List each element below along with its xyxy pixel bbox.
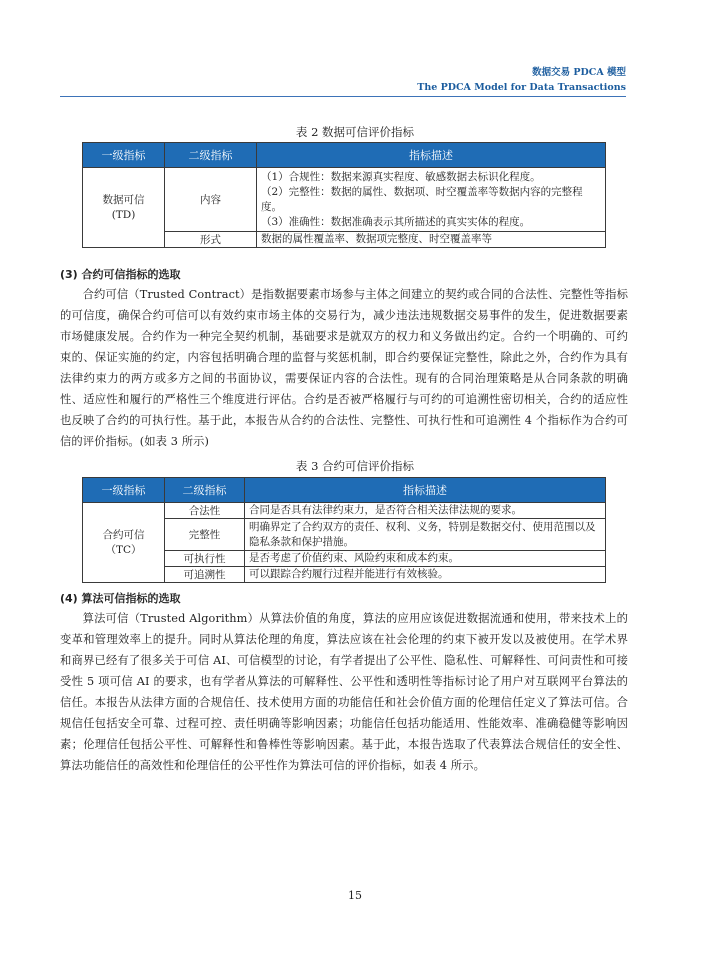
table2-header-level1: 一级指标 bbox=[83, 143, 165, 168]
table3-row-level2: 可执行性 bbox=[165, 551, 245, 567]
page-number: 15 bbox=[348, 889, 362, 902]
section3-title: (3) 合约可信指标的选取 bbox=[60, 268, 181, 281]
table2-header-desc: 指标描述 bbox=[257, 143, 606, 168]
table2-row-level2: 形式 bbox=[165, 232, 257, 248]
table2-desc-line: （2）完整性：数据的属性、数据项、时空覆盖率等数据内容的完整程度。 bbox=[261, 186, 583, 213]
table2-level1-code: (TD) bbox=[111, 208, 136, 221]
section3-paragraph: 合约可信（Trusted Contract）是指数据要素市场参与主体之间建立的契约或合同的合法性、完整性等指标的可信度，确保合约可信可以有效约束市场主体的交易行为，减少违法违规数据交易事件的发生，促进数据要素市场健康发展。合约作为一种完全契约机制，基础要求是就双方的权力和义务做出约定。合约一个明确的、可约束的、保证实施的约定，内容包括明确合理的监督与奖惩机制，即合约要保证完整性，除此之外，合约作为具有法律约束力的两方或多方之间的书面协议，需要保证内容的合法性。现有的合同治理策略是从合同条款的明确性、适应性和履行的严格性三个维度进行评估。合约是否被严格履行与可约的可追溯性密切相关，合约的适应性也反映了合约的可执行性。基于此，本报告从合约的合法性、完整性、可执行性和可追溯性 4 个指标作为合约可信的评价指标。(如表 3 所示) bbox=[60, 288, 628, 448]
table2-row-level2: 内容 bbox=[165, 168, 257, 232]
table3-row-level2: 可追溯性 bbox=[165, 567, 245, 583]
header-title-en: The PDCA Model for Data Transactions bbox=[417, 82, 626, 93]
table3-header-level2: 二级指标 bbox=[165, 478, 245, 503]
table2-level1-cell bbox=[83, 168, 165, 248]
table3-header-level1: 一级指标 bbox=[83, 478, 165, 503]
table3-row-desc: 明确界定了合约双方的责任、权利、义务，特别是数据交付、使用范围以及隐私条款和保护措施。 bbox=[245, 519, 606, 551]
table3-row-desc: 合同是否具有法律约束力，是否符合相关法律法规的要求。 bbox=[245, 503, 606, 519]
table3-row-level2: 完整性 bbox=[165, 519, 245, 551]
table3-level1-code: （TC） bbox=[105, 543, 142, 556]
table2-row-desc bbox=[257, 168, 606, 232]
table2-header-level2: 二级指标 bbox=[165, 143, 257, 168]
table3-level1-cell bbox=[83, 503, 165, 583]
table3-row-desc: 是否考虑了价值约束、风险约束和成本约束。 bbox=[245, 551, 606, 567]
section4-title: (4) 算法可信指标的选取 bbox=[60, 592, 181, 605]
table2-desc-line: （1）合规性：数据来源真实程度、敏感数据去标识化程度。 bbox=[261, 171, 541, 183]
table3-row-level2: 合法性 bbox=[165, 503, 245, 519]
table2 bbox=[82, 142, 606, 248]
table3 bbox=[82, 477, 606, 583]
header-title-cn: 数据交易 PDCA 模型 bbox=[532, 67, 626, 78]
table2-level1: 数据可信 bbox=[102, 193, 145, 206]
table2-caption: 表 2 数据可信评价指标 bbox=[295, 125, 415, 139]
table2-desc-line: （3）准确性：数据准确表示其所描述的真实实体的程度。 bbox=[261, 216, 531, 228]
table2-row-desc: 数据的属性覆盖率、数据项完整度、时空覆盖率等 bbox=[257, 232, 606, 248]
table3-caption: 表 3 合约可信评价指标 bbox=[295, 459, 415, 473]
table3-row-desc: 可以跟踪合约履行过程并能进行有效核验。 bbox=[245, 567, 606, 583]
table3-level1: 合约可信 bbox=[102, 528, 145, 541]
header-divider bbox=[60, 96, 626, 97]
table3-header-desc: 指标描述 bbox=[245, 478, 606, 503]
section4-paragraph: 算法可信（Trusted Algorithm）从算法价值的角度，算法的应用应该促进数据流通和使用，带来技术上的变革和管理效率上的提升。同时从算法伦理的角度，算法应该在社会伦理的约束下被开发以及被使用。在学术界和商界已经有了很多关于可信 AI、可信模型的讨论，有学者提出了公平性、隐私性、可解释性、可问责性和可接受性 5 项可信 AI 的要求，也有学者从算法的可解释性、公平性和透明性等指标讨论了用户对互联网平台算法的信任。本报告从法律方面的合规信任、技术使用方面的功能信任和社会价值方面的伦理信任定义了算法可信。合规信任包括安全可靠、过程可控、责任明确等影响因素；功能信任包括功能适用、性能效率、准确稳健等影响因素；伦理信任包括公平性、可解释性和鲁棒性等影响因素。基于此，本报告选取了代表算法合规信任的安全性、算法功能信任的高效性和伦理信任的公平性作为算法可信的评价指标，如表 4 所示。 bbox=[60, 612, 628, 772]
